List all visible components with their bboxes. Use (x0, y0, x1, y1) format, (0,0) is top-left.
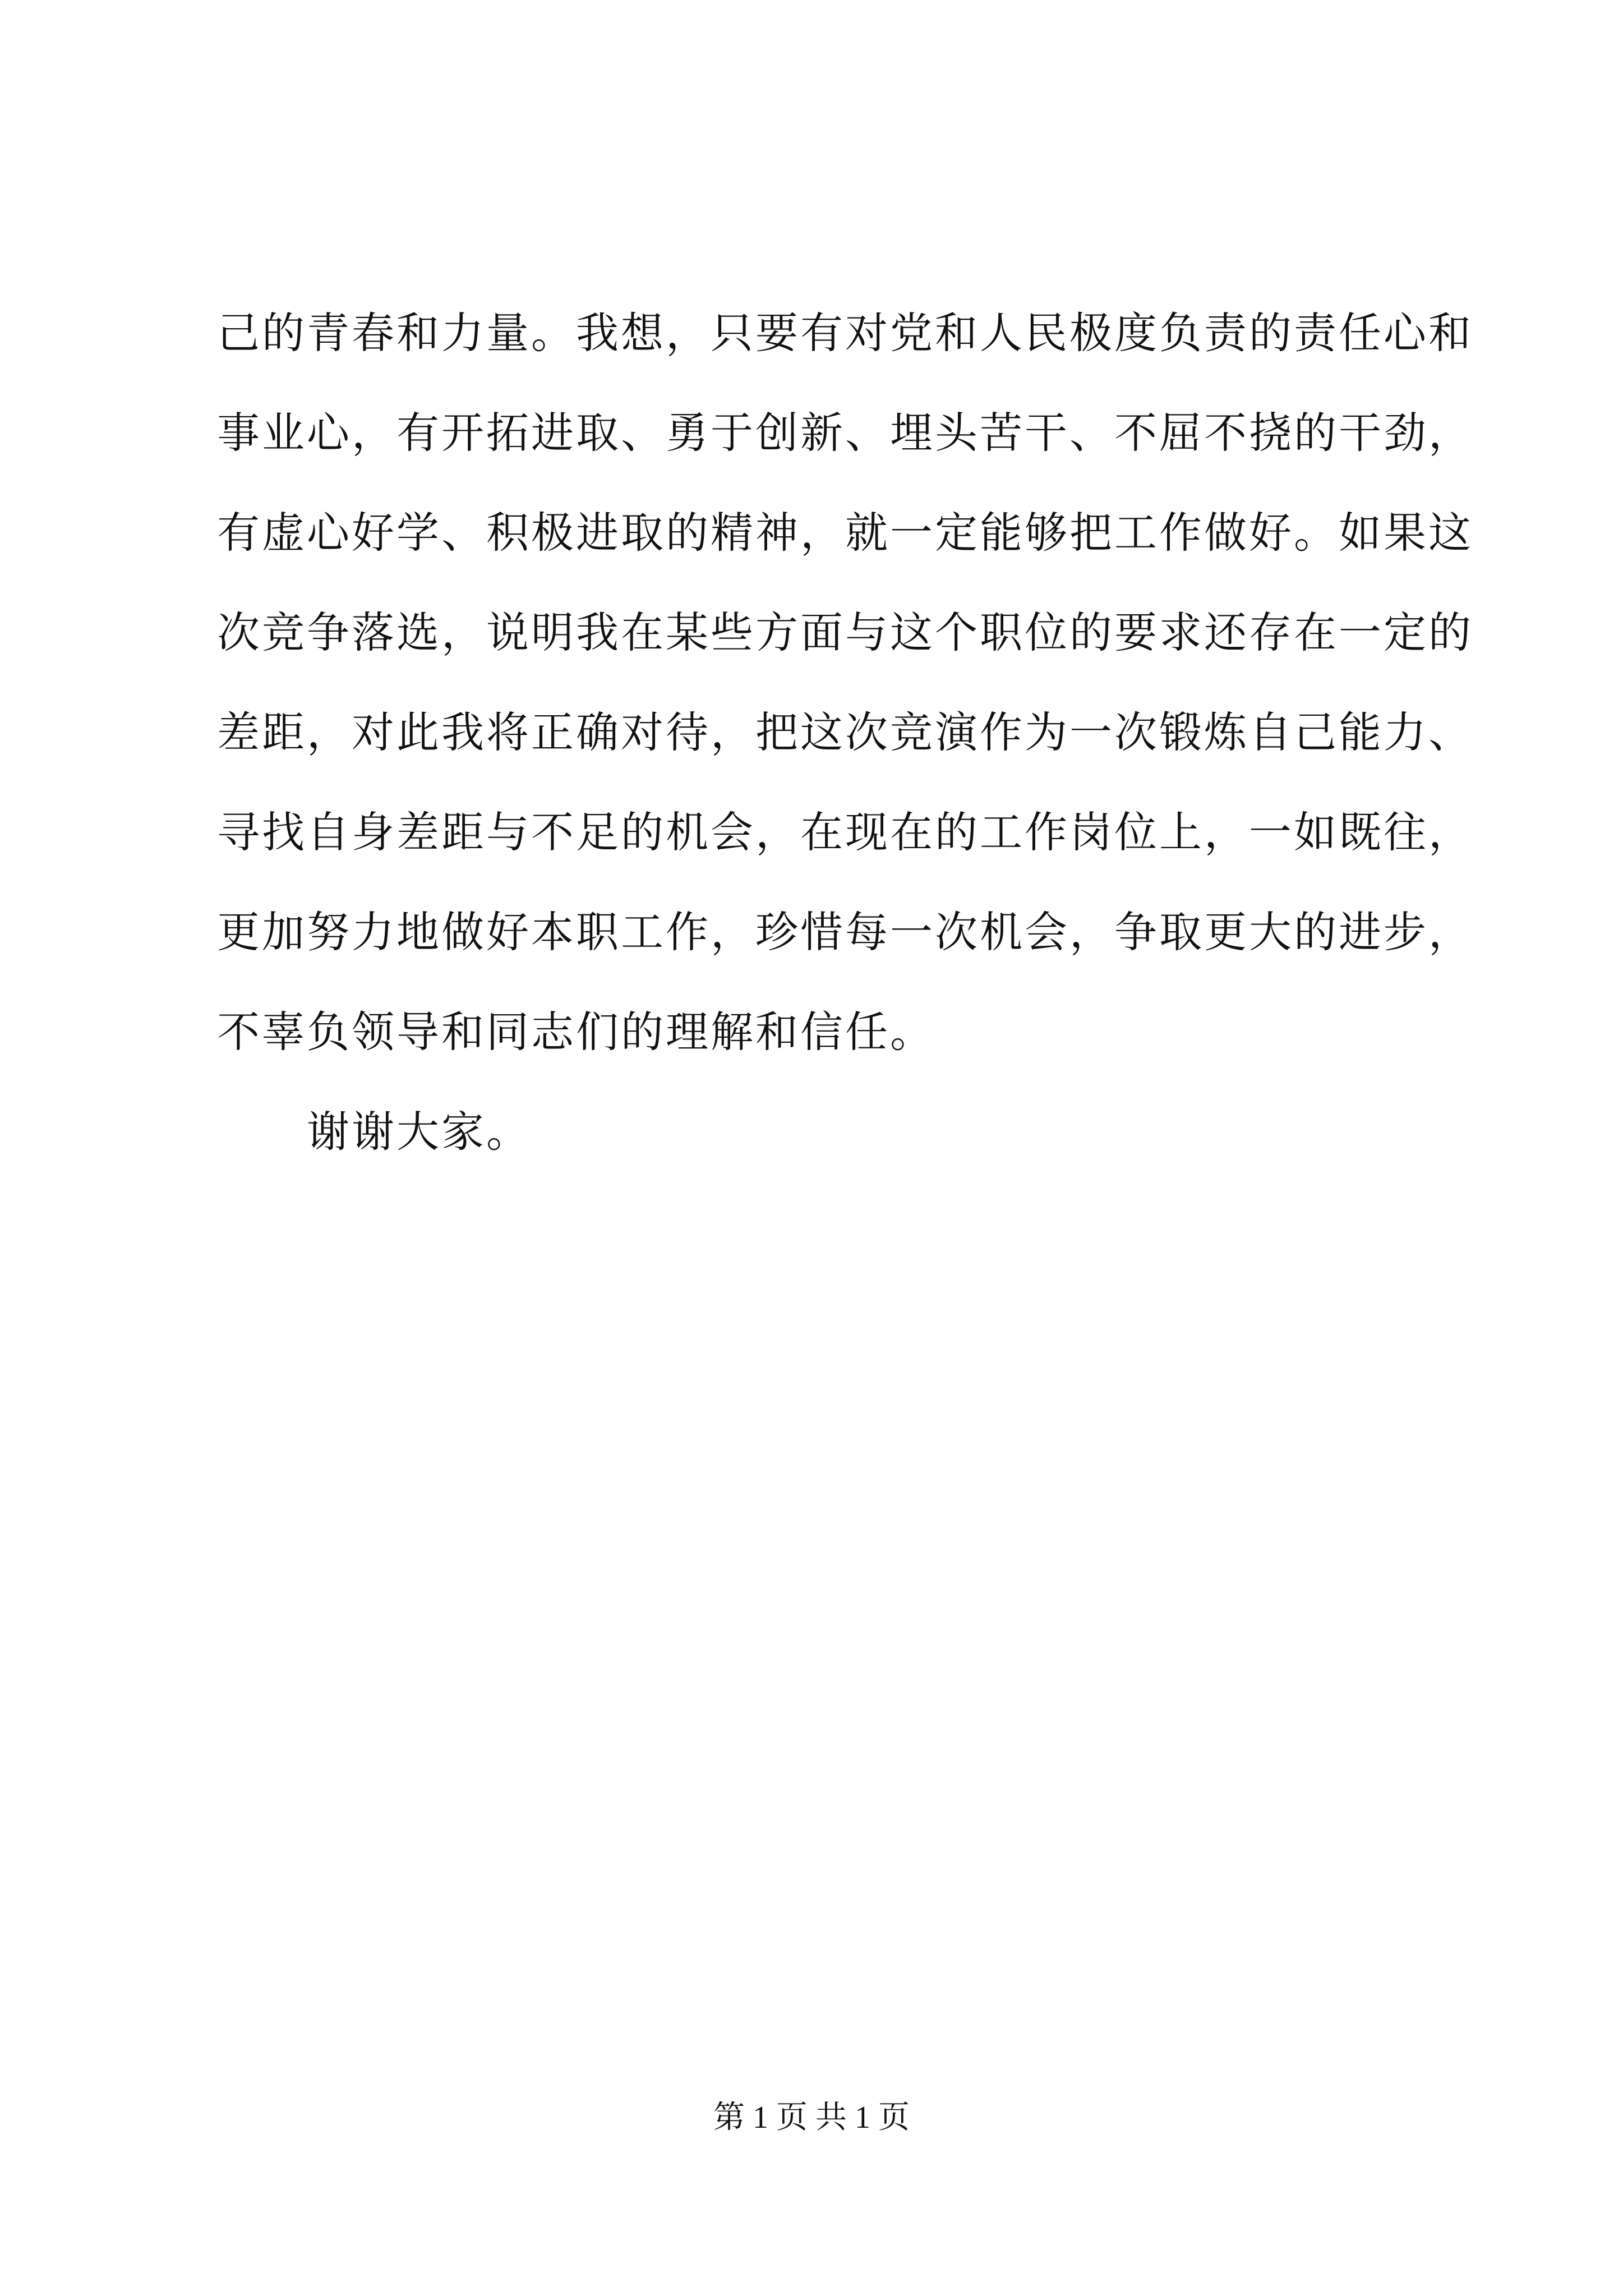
paragraph-line: 寻找自身差距与不足的机会，在现在的工作岗位上，一如既往， (217, 807, 1473, 857)
paragraph-line: 次竞争落选，说明我在某些方面与这个职位的要求还存在一定的 (217, 608, 1473, 657)
page-footer: 第 1 页 共 1 页 (713, 2100, 910, 2135)
paragraph-line: 差距，对此我将正确对待，把这次竞演作为一次锻炼自己能力、 (217, 707, 1473, 757)
paragraph-line: 不辜负领导和同志们的理解和信任。 (217, 1007, 935, 1057)
paragraph-line: 更加努力地做好本职工作，珍惜每一次机会，争取更大的进步， (217, 907, 1473, 957)
body-text (217, 283, 1473, 1182)
paragraph-line: 己的青春和力量。我想，只要有对党和人民极度负责的责任心和 (217, 308, 1473, 358)
paragraph-line: 事业心，有开拓进取、勇于创新、埋头苦干、不屈不挠的干劲， (217, 408, 1473, 458)
paragraph-line: 有虚心好学、积极进取的精神，就一定能够把工作做好。如果这 (217, 508, 1473, 558)
closing-line: 谢谢大家。 (307, 1107, 531, 1157)
